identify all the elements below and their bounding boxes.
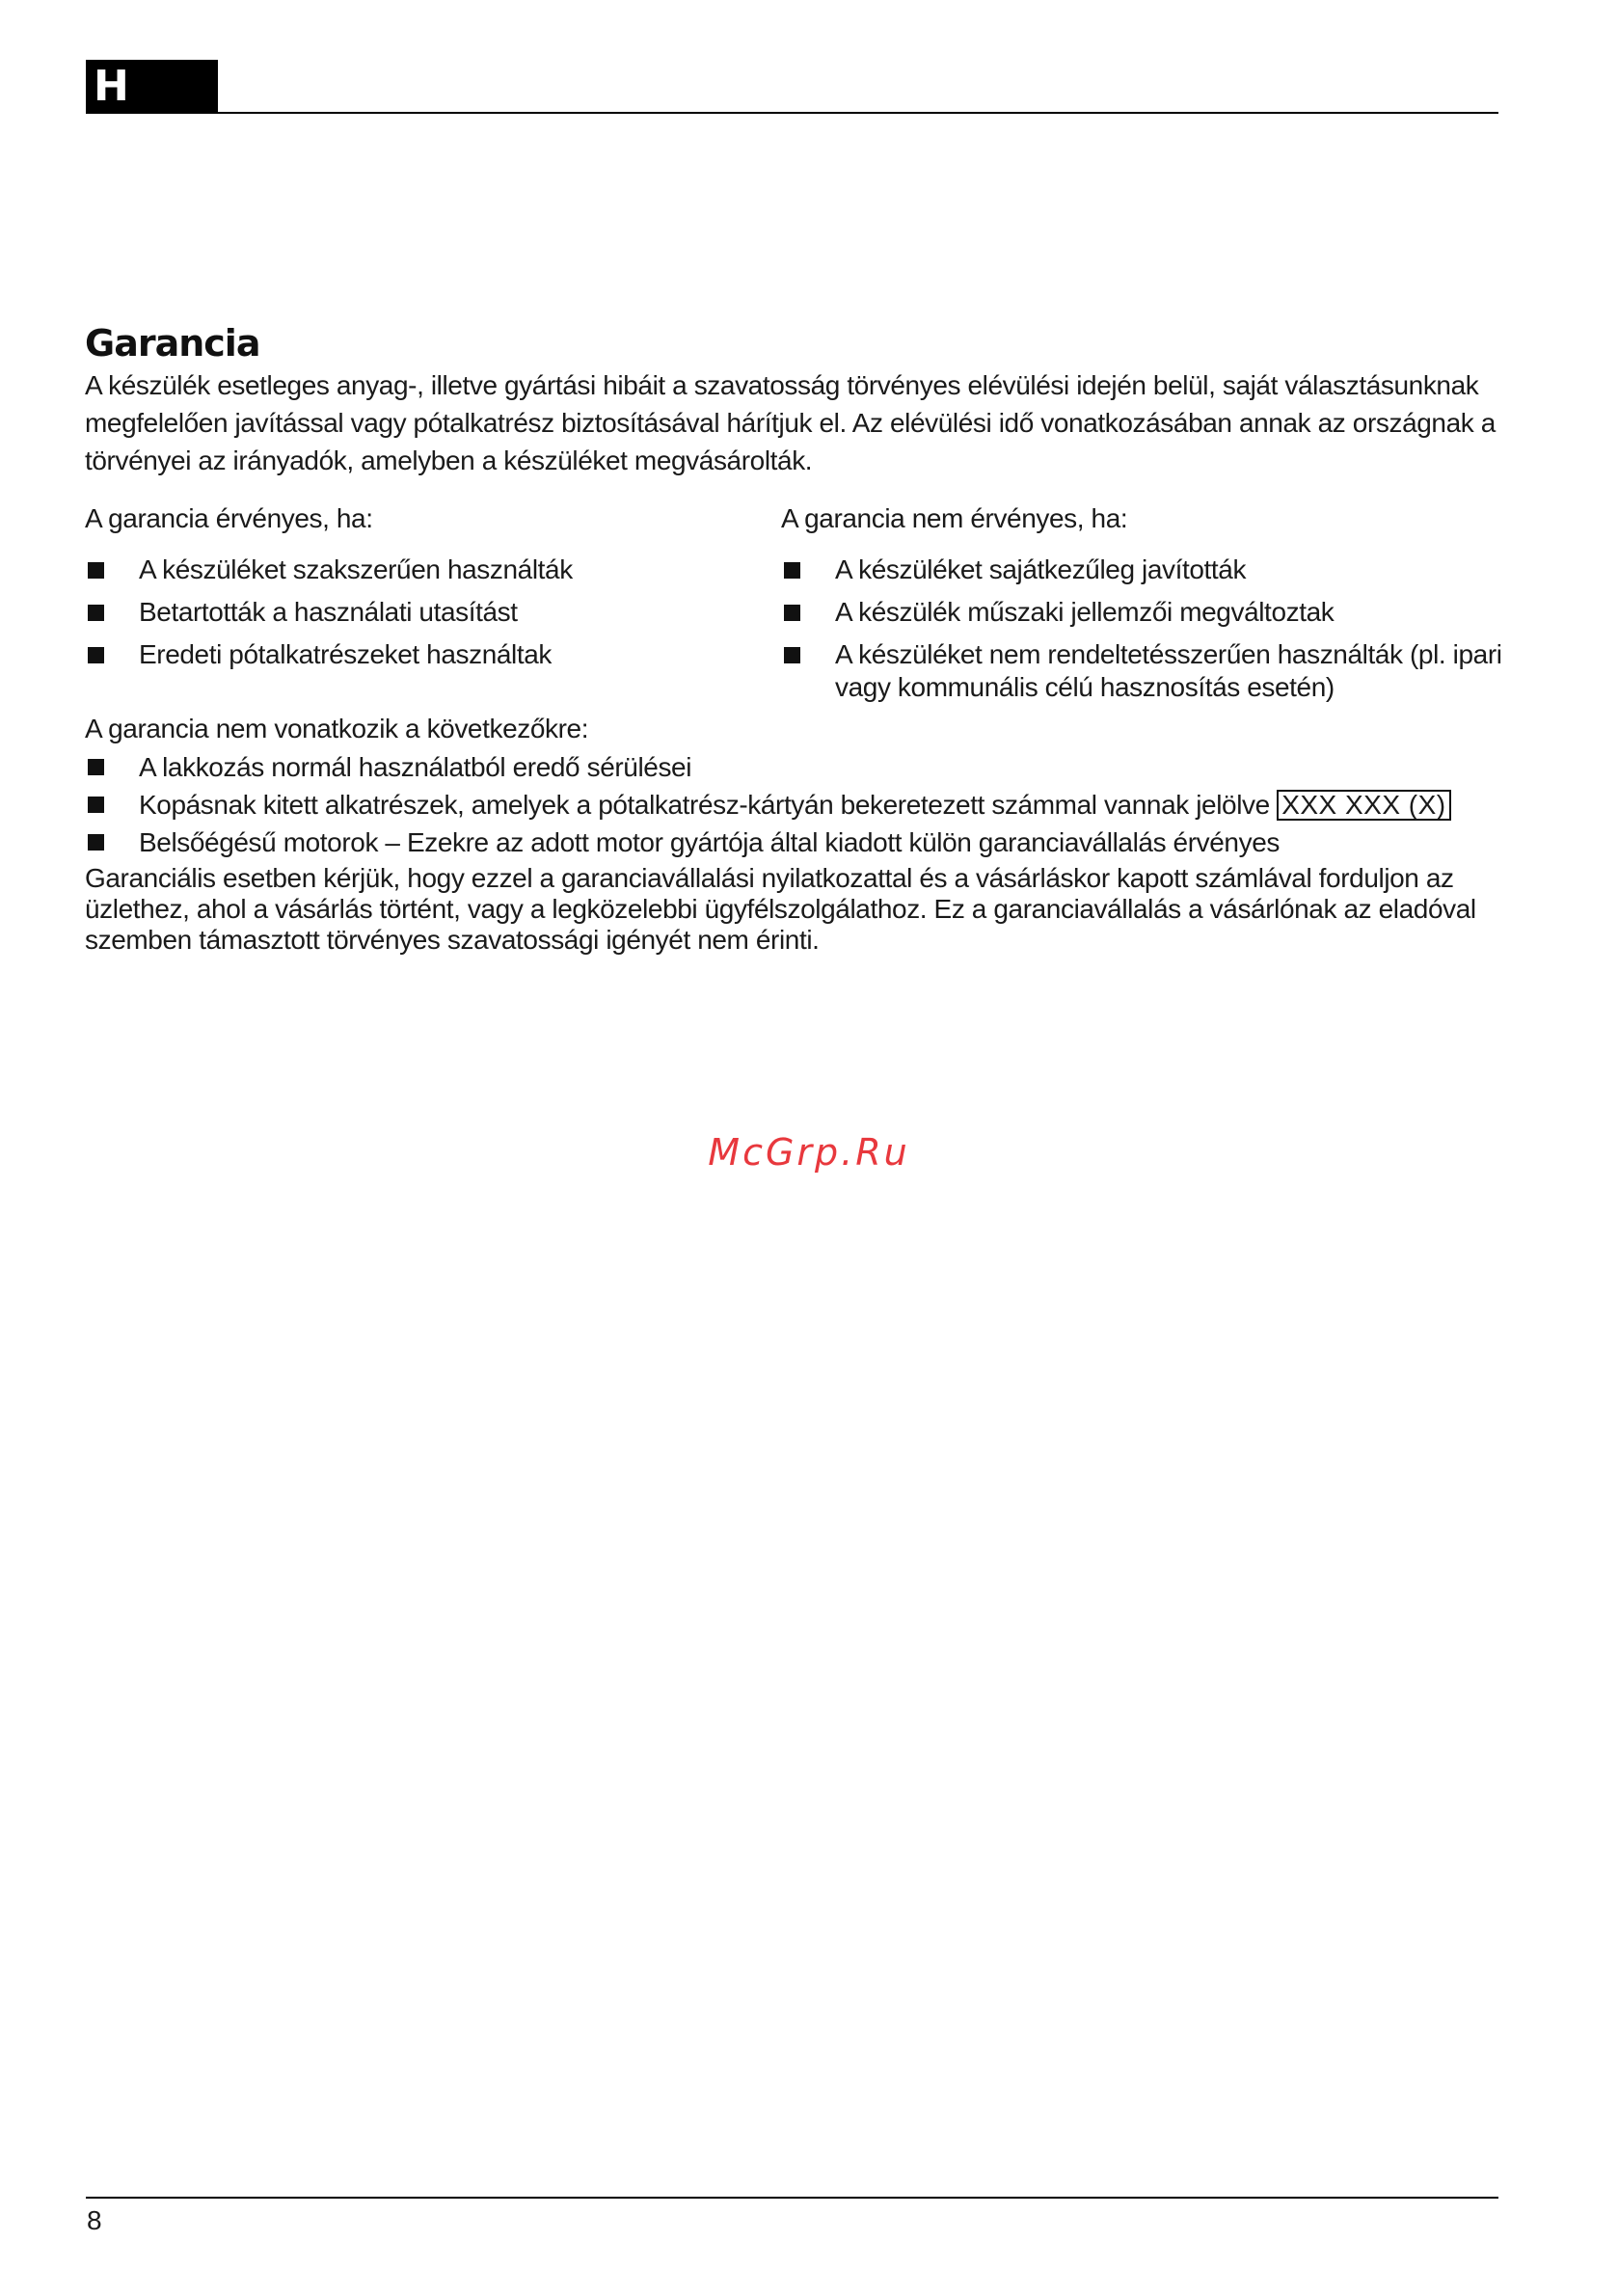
square-bullet-icon bbox=[88, 834, 104, 851]
list-item bbox=[781, 554, 1514, 586]
section-title: Garancia bbox=[85, 322, 260, 365]
square-bullet-icon bbox=[88, 797, 104, 813]
warranty-invalid-heading: A garancia nem érvényes, ha: bbox=[781, 503, 1128, 533]
warranty-invalid-list bbox=[781, 554, 1514, 704]
list-item bbox=[85, 596, 750, 629]
exclusions-section bbox=[85, 712, 1512, 956]
list-item bbox=[85, 638, 750, 671]
exclusions-heading: A garancia nem vonatkozik a következőkre: bbox=[85, 714, 589, 743]
warranty-invalid-column bbox=[781, 501, 1514, 714]
list-item-text: A készüléket szakszerűen használták bbox=[139, 554, 573, 584]
list-item bbox=[85, 554, 750, 586]
language-tab: H bbox=[86, 60, 218, 114]
closing-paragraph: Garanciális esetben kérjük, hogy ezzel a garanciavállalási nyilatkozattal és a vásárláskor kapott számlával forduljon az üzlethez, ahol a vásárlás történt, vagy a legközelebbi ügyfélszolgálathoz. Ez a garanciavállalás a vásárlónak az eladóval szemben támasztott törvényes szavatossági igényét nem érinti. bbox=[85, 863, 1476, 955]
list-item-text: Kopásnak kitett alkatrészek, amelyek a pótalkatrész-kártyán bekeretezett számmal vannak jelölve bbox=[139, 790, 1278, 820]
list-item bbox=[85, 825, 1512, 859]
part-code-box: XXX XXX (X) bbox=[1277, 790, 1450, 821]
list-item-text: Eredeti pótalkatrészeket használtak bbox=[139, 639, 553, 669]
list-item-text: A készülék műszaki jellemzői megváltoztak bbox=[835, 597, 1335, 627]
warranty-valid-list bbox=[85, 554, 750, 671]
intro-paragraph: A készülék esetleges anyag-, illetve gyártási hibáit a szavatosság törvényes elévülési idején belül, saját választásunknak megfelelően javítással vagy pótalkatrész biztosításával hárítjuk el. Az elévülési idő vonatkozásában annak az országnak a törvényei az irányadók, amelyben a készüléket megvásárolták. bbox=[85, 370, 1496, 475]
square-bullet-icon bbox=[88, 759, 104, 775]
square-bullet-icon bbox=[88, 647, 104, 663]
warranty-valid-heading: A garancia érvényes, ha: bbox=[85, 503, 373, 533]
header-rule bbox=[86, 112, 1498, 114]
list-item-text: Betartották a használati utasítást bbox=[139, 597, 518, 627]
square-bullet-icon bbox=[784, 605, 800, 621]
warranty-valid-column bbox=[85, 501, 750, 681]
list-item bbox=[85, 788, 1512, 822]
square-bullet-icon bbox=[88, 562, 104, 579]
footer-rule bbox=[86, 2197, 1498, 2199]
square-bullet-icon bbox=[784, 647, 800, 663]
list-item-text: A készüléket nem rendeltetésszerűen használták (pl. ipari vagy kommunális célú hasznosítás esetén) bbox=[835, 639, 1502, 702]
square-bullet-icon bbox=[784, 562, 800, 579]
list-item-text: A készüléket sajátkezűleg javították bbox=[835, 554, 1247, 584]
page-number: 8 bbox=[87, 2205, 102, 2235]
watermark: McGrp.Ru bbox=[708, 1131, 910, 1174]
exclusions-list bbox=[85, 750, 1512, 859]
list-item bbox=[781, 638, 1514, 704]
list-item-text: Belsőégésű motorok – Ezekre az adott motor gyártója által kiadott külön garanciavállalás érvényes bbox=[139, 827, 1280, 857]
list-item bbox=[85, 750, 1512, 784]
list-item bbox=[781, 596, 1514, 629]
square-bullet-icon bbox=[88, 605, 104, 621]
list-item-text: A lakkozás normál használatból eredő sérülései bbox=[139, 752, 692, 782]
